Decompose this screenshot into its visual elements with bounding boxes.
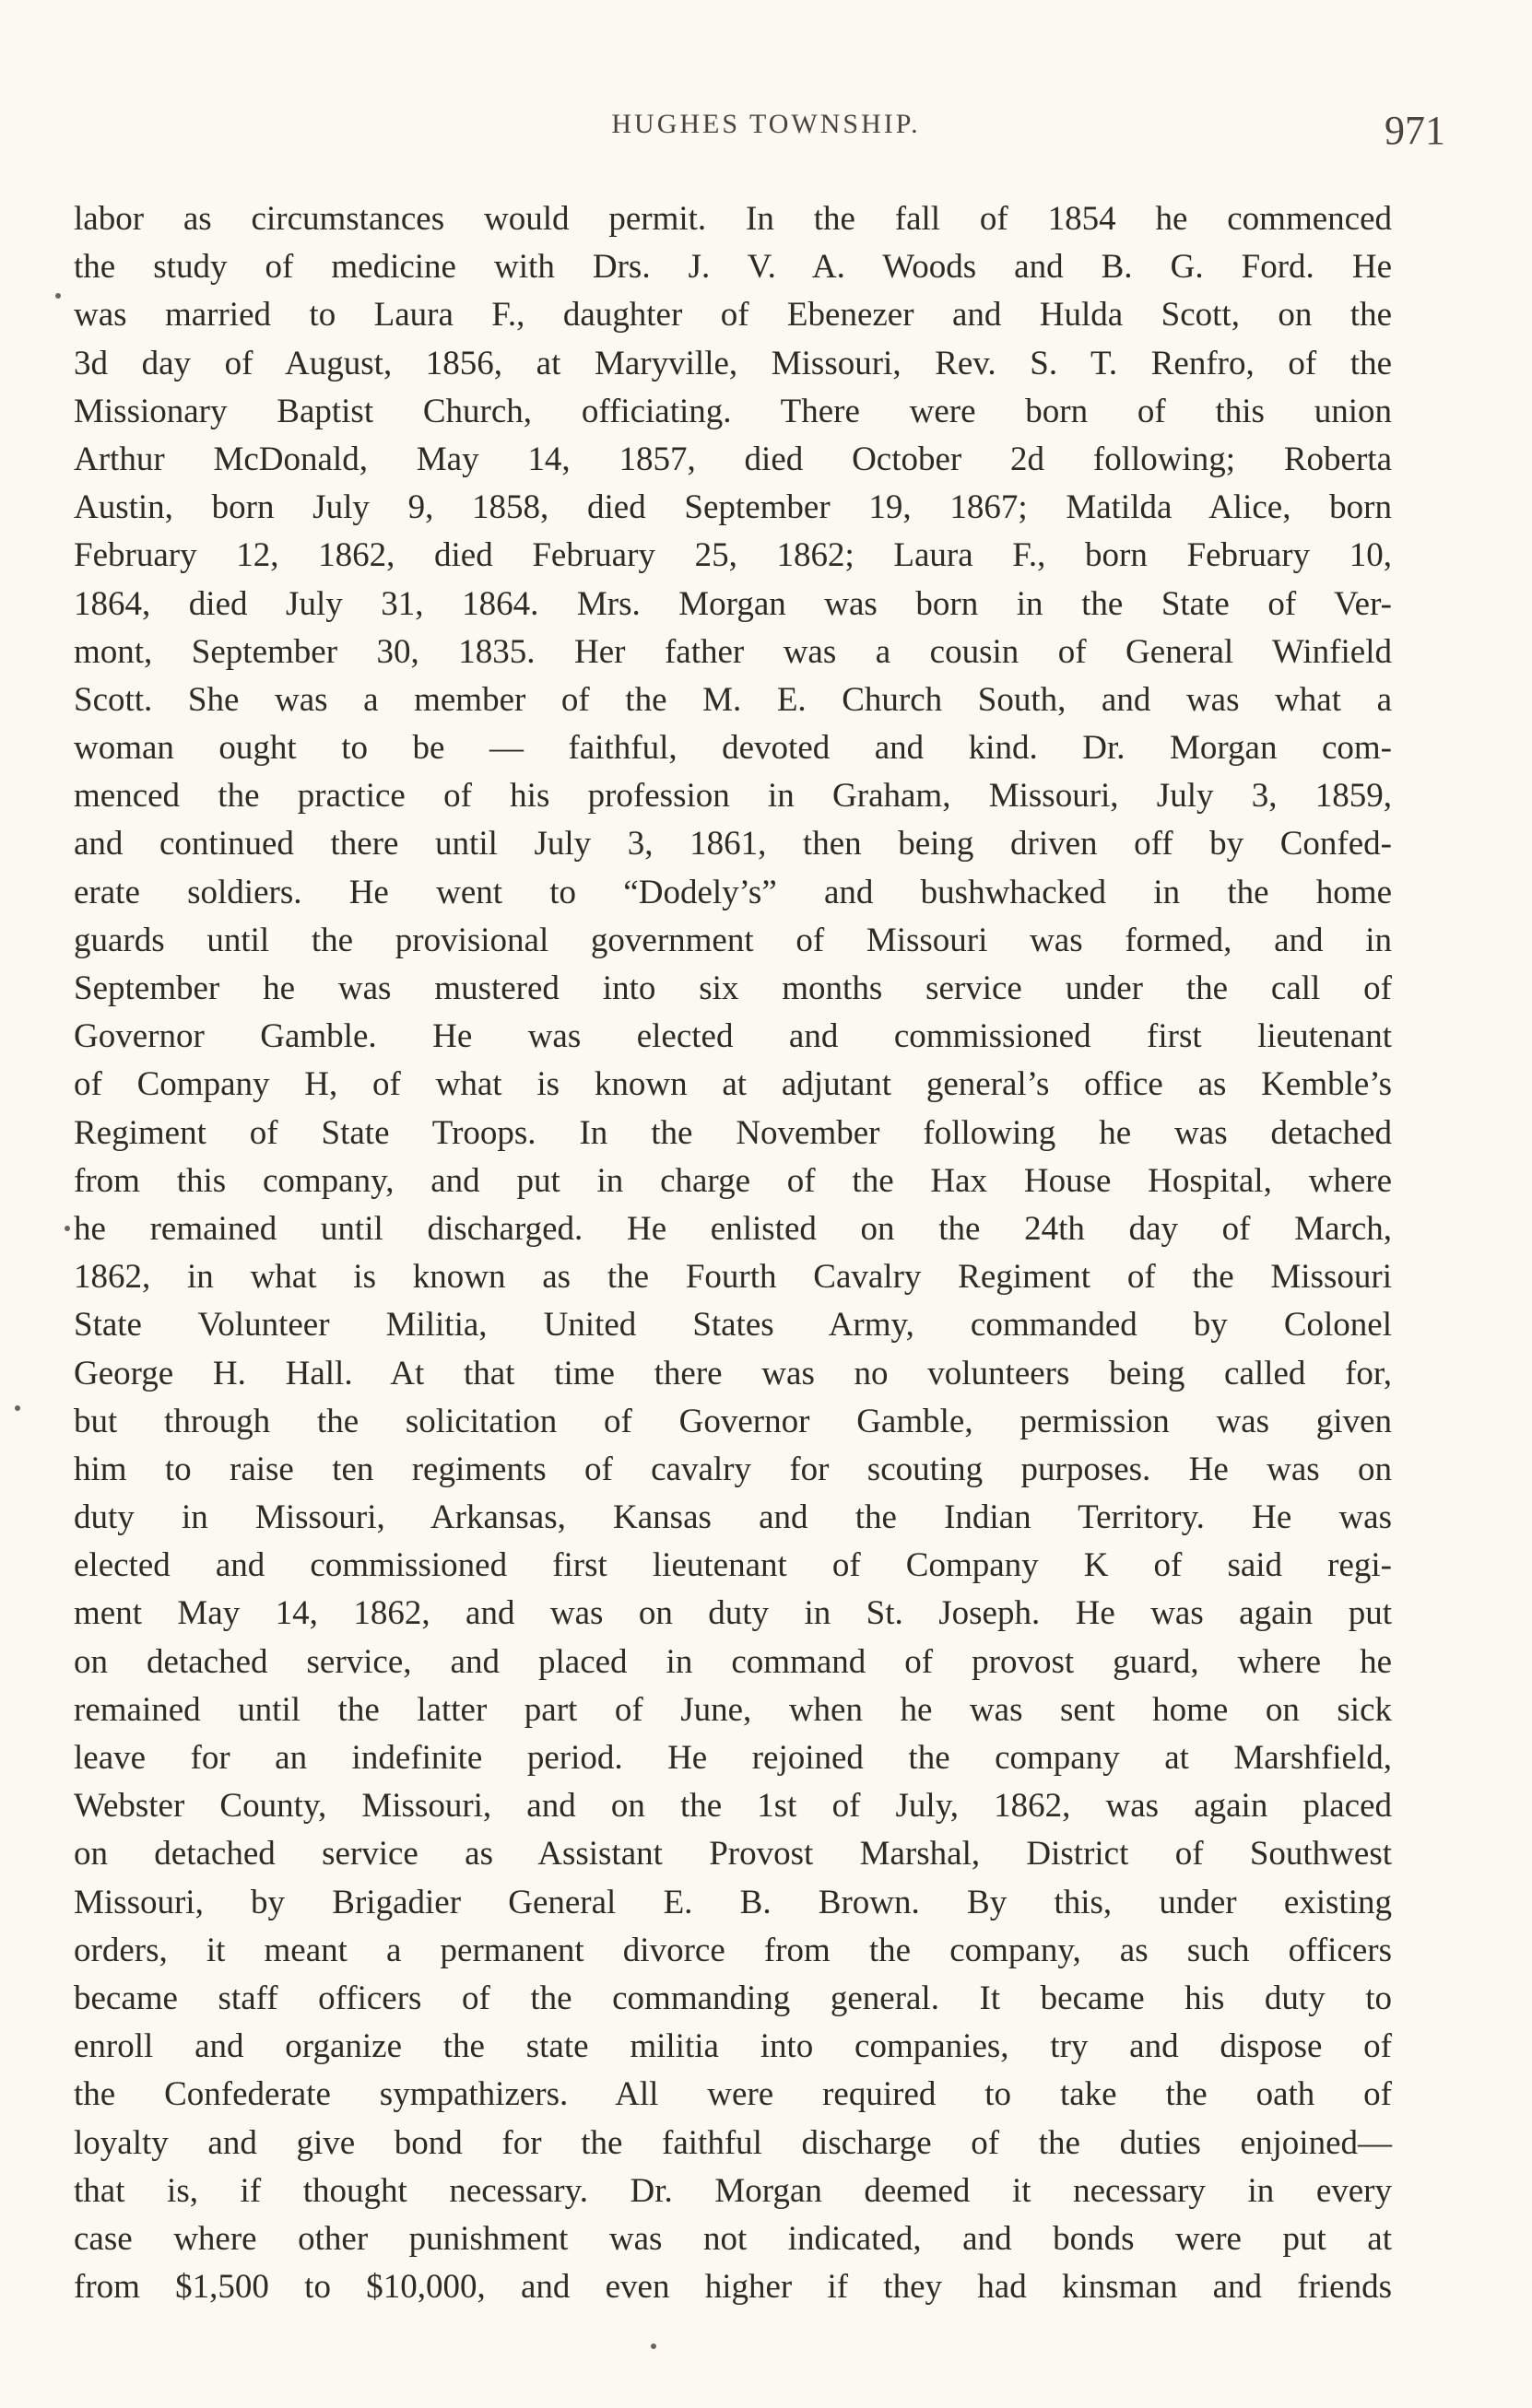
text-line: George H. Hall. At that time there was no volunteers being called for, — [74, 1354, 1392, 1392]
text-line: him to raise ten regiments of cavalry for scouting purposes. He was on — [74, 1450, 1392, 1488]
body-text — [74, 195, 1392, 2311]
text-line: he remained until discharged. He enlisted on the 24th day of March, — [74, 1209, 1392, 1248]
text-line: of Company H, of what is known at adjutant general’s office as Kemble’s — [74, 1065, 1392, 1104]
text-line: leave for an indefinite period. He rejoined the company at Marshfield, — [74, 1739, 1392, 1777]
text-line: September he was mustered into six months service under the call of — [74, 969, 1392, 1007]
text-line: elected and commissioned first lieutenant of Company K of said regi- — [74, 1546, 1392, 1585]
text-line: case where other punishment was not indicated, and bonds were put at — [74, 2219, 1392, 2258]
text-line: Scott. She was a member of the M. E. Church South, and was what a — [74, 680, 1392, 719]
text-line: Missouri, by Brigadier General E. B. Brown. By this, under existing — [74, 1883, 1392, 1921]
text-line: ment May 14, 1862, and was on duty in St. Joseph. He was again put — [74, 1594, 1392, 1633]
text-line: State Volunteer Militia, United States Army, commanded by Colonel — [74, 1306, 1392, 1345]
text-line: erate soldiers. He went to “Dodely’s” and bushwhacked in the home — [74, 873, 1392, 911]
text-line: Missionary Baptist Church, officiating. There were born of this union — [74, 392, 1392, 430]
text-line: Governor Gamble. He was elected and commissioned first lieutenant — [74, 1017, 1392, 1056]
running-head: HUGHES TOWNSHIP. — [611, 109, 921, 139]
text-line: and continued there until July 3, 1861, then being driven off by Confed- — [74, 825, 1392, 863]
text-line: Arthur McDonald, May 14, 1857, died October 2d following; Roberta — [74, 440, 1392, 478]
text-line: menced the practice of his profession in Graham, Missouri, July 3, 1859, — [74, 777, 1392, 816]
text-line: labor as circumstances would permit. In the fall of 1854 he commenced — [74, 200, 1392, 238]
text-line: became staff officers of the commanding general. It became his duty to — [74, 1979, 1392, 2017]
text-line: but through the solicitation of Governor Gamble, permission was given — [74, 1402, 1392, 1440]
text-line: Regiment of State Troops. In the November following he was detached — [74, 1113, 1392, 1152]
text-line: Austin, born July 9, 1858, died September 19, 1867; Matilda Alice, born — [74, 488, 1392, 527]
margin-speck — [65, 1226, 70, 1231]
text-line: woman ought to be — faithful, devoted and kind. Dr. Morgan com- — [74, 729, 1392, 768]
margin-speck — [651, 2343, 656, 2349]
text-line: from $1,500 to $10,000, and even higher if they had kinsman and friends — [74, 2268, 1392, 2307]
text-line: 1864, died July 31, 1864. Mrs. Morgan was born in the State of Ver- — [74, 584, 1392, 623]
text-line: duty in Missouri, Arkansas, Kansas and the Indian Territory. He was — [74, 1498, 1392, 1537]
text-line: the Confederate sympathizers. All were required to take the oath of — [74, 2075, 1392, 2114]
text-line: the study of medicine with Drs. J. V. A. Woods and B. G. Ford. He — [74, 248, 1392, 287]
text-line: on detached service, and placed in command of provost guard, where he — [74, 1642, 1392, 1681]
text-line: 1862, in what is known as the Fourth Cavalry Regiment of the Missouri — [74, 1258, 1392, 1297]
text-line: enroll and organize the state militia into companies, try and dispose of — [74, 2027, 1392, 2066]
text-line: remained until the latter part of June, when he was sent home on sick — [74, 1690, 1392, 1729]
text-line: mont, September 30, 1835. Her father was a cousin of General Winfield — [74, 632, 1392, 671]
text-line: was married to Laura F., daughter of Ebenezer and Hulda Scott, on the — [74, 296, 1392, 335]
text-line: 3d day of August, 1856, at Maryville, Missouri, Rev. S. T. Renfro, of the — [74, 344, 1392, 382]
text-line: orders, it meant a permanent divorce from the company, as such officers — [74, 1931, 1392, 1969]
text-line: February 12, 1862, died February 25, 1862; Laura F., born February 10, — [74, 536, 1392, 575]
margin-speck — [15, 1405, 20, 1411]
text-line: from this company, and put in charge of the Hax House Hospital, where — [74, 1161, 1392, 1200]
text-line: loyalty and give bond for the faithful discharge of the duties enjoined— — [74, 2123, 1392, 2162]
margin-speck — [55, 293, 61, 299]
text-line: on detached service as Assistant Provost Marshal, District of Southwest — [74, 1835, 1392, 1874]
text-line: Webster County, Missouri, and on the 1st of July, 1862, was again placed — [74, 1787, 1392, 1826]
page-number: 971 — [1385, 108, 1445, 153]
text-line: that is, if thought necessary. Dr. Morgan deemed it necessary in every — [74, 2171, 1392, 2210]
text-line: guards until the provisional government of Missouri was formed, and in — [74, 921, 1392, 959]
